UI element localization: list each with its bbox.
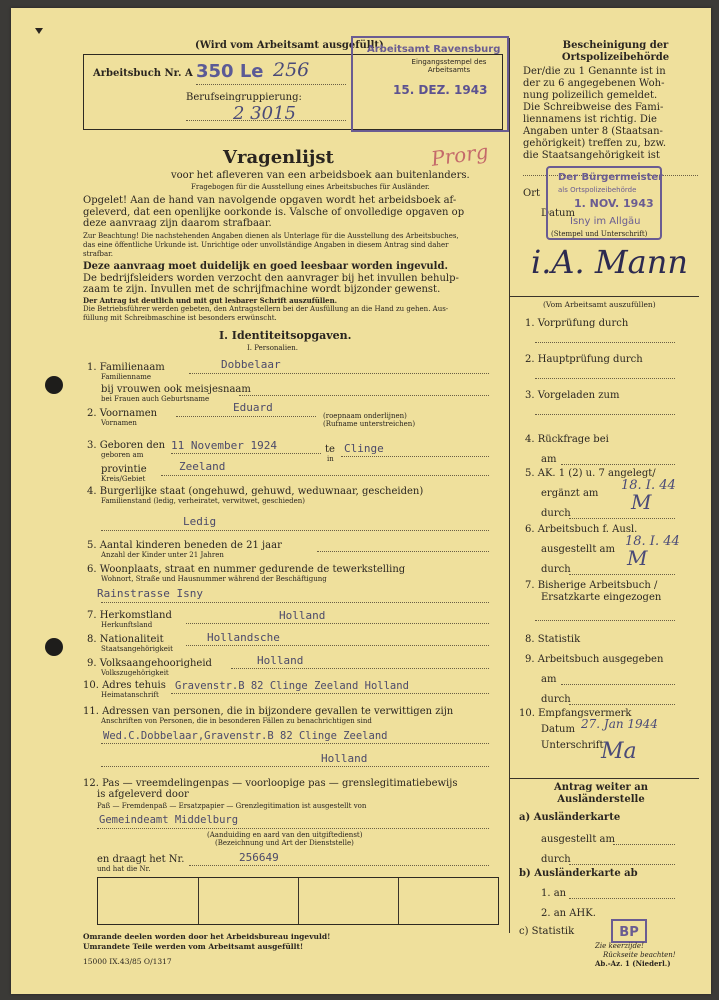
right-header: (Vom Arbeitsamt auszufüllen) [543, 300, 656, 309]
antrag-c: c) Statistik [519, 926, 575, 937]
police-stamp [546, 166, 662, 240]
right-3: 3. Vorgeladen zum [525, 390, 620, 401]
form-title: Vragenlijst [223, 147, 334, 168]
field-1-value: Dobbelaar [221, 358, 281, 371]
field-4-value: Ledig [183, 515, 217, 528]
column-divider [509, 38, 510, 933]
field-2-note: (roepnaam onderlijnen) [323, 412, 407, 420]
eingang-stamp-label: Eingangsstempel des Arbeitsamts [411, 58, 487, 74]
field-3-te-de: in [327, 455, 334, 463]
field-4-de: Familienstand (ledig, verheiratet, verwitwet, geschieden) [101, 497, 305, 505]
right-6: 6. Arbeitsbuch f. Ausl. [525, 524, 638, 535]
field-2-note-de: (Rufname unterstreichen) [323, 420, 416, 428]
field-6-value: Rainstrasse Isny [97, 587, 203, 600]
field-1b-label: bij vrouwen ook meisjesnaam [101, 384, 251, 395]
field-9-label: 9. Volksaangehoorigheid [87, 658, 212, 669]
field-9-value: Holland [257, 654, 304, 667]
right-9c: durch [541, 694, 571, 705]
field-7-label: 7. Herkomstland [87, 610, 172, 621]
field-8-value: Hollandsche [207, 631, 280, 644]
police-text: Der/die zu 1 Genannte ist in der zu 6 angegebenen Woh- nung polizeilich gemeldet. Die Schreibweise des Fami- liennamens ist richtig. Die Angaben unter 8 (Staatsan- gehörigkeit) treffen zu, bzw. die Staatsangehörigkeit ist [523, 66, 667, 161]
right-4: 4. Rückfrage bei [525, 434, 609, 445]
field-12-label-2: is afgeleverd door [97, 789, 189, 800]
field-11-label: 11. Adressen van personen, die in bijzondere gevallen te verwittigen zijn [83, 706, 454, 717]
police-siegel-label: (Stempel und Unterschrift) [551, 230, 648, 238]
right-6b-value: 18. I. 44 [625, 534, 680, 549]
field-9-de: Volkszugehörigkeit [101, 669, 169, 677]
field-12b-de: und hat die Nr. [97, 865, 151, 873]
field-12b-value: 256649 [239, 851, 279, 864]
form-code: Ab.-Az. 1 (Niederl.) [595, 959, 671, 968]
footer-line-2: Umrandete Teile werden vom Arbeitsamt ausgefüllt! [83, 942, 304, 951]
right-10: 10. Empfangsvermerk [519, 708, 632, 719]
field-8-label: 8. Nationaliteit [87, 634, 164, 645]
field-3-de: geboren am [101, 451, 144, 459]
field-7-de: Herkunftsland [101, 621, 153, 629]
field-12-note-de: (Bezeichnung und Art der Dienststelle) [215, 839, 354, 847]
rueckseite: Rückseite beachten! [603, 951, 676, 959]
right-7b: Ersatzkarte eingezogen [541, 592, 662, 603]
right-5b-value: 18. I. 44 [621, 478, 676, 493]
right-6b: ausgestellt am [541, 544, 615, 555]
antrag-a: a) Ausländerkarte [519, 812, 621, 823]
right-7: 7. Bisherige Arbeitsbuch / [525, 580, 658, 591]
field-3b-de: Kreis/Gebiet [101, 475, 146, 483]
bp-stamp: BP [611, 919, 647, 943]
eingang-stamp-office: Arbeitsamt Ravensburg [367, 44, 501, 55]
right-9b: am [541, 674, 557, 685]
field-3-place: Clinge [344, 442, 384, 455]
field-2-value: Eduard [233, 401, 273, 414]
field-12-de: Paß — Fremdenpaß — Ersatzpapier — Grenzlegitimation ist ausgestellt von [97, 802, 367, 810]
form-subtitle-de: Fragebogen für die Ausstellung eines Arbeitsbuches für Ausländer. [191, 183, 430, 191]
field-3b-label: provintie [101, 464, 147, 475]
form-subtitle: voor het afleveren van een arbeidsboek aan buitenlanders. [171, 170, 470, 181]
zie-keerzijde: Zie keerzijde! [595, 942, 644, 950]
right-6c: durch [541, 564, 571, 575]
right-10c: Unterschrift [541, 740, 604, 751]
arbeitsbuch-label: Arbeitsbuch Nr. A [93, 68, 193, 79]
section-title: I. Identiteitsopgaven. [219, 329, 352, 342]
field-6-label: 6. Woonplaats, straat en nummer gedurende de tewerkstelling [87, 564, 406, 575]
section-subtitle: I. Personalien. [247, 344, 298, 352]
warning-beachtung: Zur Beachtung! Die nachstehenden Angaben dienen als Unterlage für die Ausstellung des Arbeitsbuches, das eine öffentliche Urkunde ist. Unrichtige oder unvollständige Angaben in diesem Antrag sind daher strafbar. [83, 232, 459, 258]
antrag-a3: durch [541, 854, 571, 865]
right-5: 5. AK. 1 (2) u. 7 angelegt/ [525, 468, 656, 479]
punch-hole-bottom [45, 638, 63, 656]
field-12-value: Gemeindeamt Middelburg [99, 814, 239, 826]
right-10b-value: 27. Jan 1944 [581, 717, 658, 731]
right-9: 9. Arbeitsbuch ausgegeben [525, 654, 664, 665]
field-3-label: 3. Geboren den [87, 440, 166, 451]
right-5c: durch [541, 508, 571, 519]
police-stamp-sub: als Ortspolizeibehörde [558, 186, 637, 194]
field-4-label: 4. Burgerlijke staat (ongehuwd, gehuwd, weduwnaar, gescheiden) [87, 486, 424, 497]
footer-line-1: Omrande deelen worden door het Arbeidsbureau ingevuld! [83, 932, 331, 941]
field-3-te: te [325, 444, 335, 455]
field-1-de: Familienname [101, 373, 152, 381]
right-1: 1. Vorprüfung durch [525, 318, 629, 329]
office-grid [97, 877, 499, 925]
right-4b: am [541, 454, 557, 465]
antrag-b2: 2. an AHK. [541, 908, 596, 919]
police-title: Bescheinigung der Ortspolizeibehörde [561, 40, 670, 63]
arbeitsbuch-number-handwritten: 256 [273, 59, 310, 81]
right-6c-signature: M [627, 546, 648, 570]
arbeitsbuch-number: 350 Le [196, 61, 264, 82]
berufsgruppe-label: Berufseingruppierung: [186, 92, 302, 103]
police-signature: i.A. Mann [531, 243, 688, 281]
right-8: 8. Statistik [525, 634, 581, 645]
antrag-a2: ausgestellt am [541, 834, 615, 845]
right-5b: ergänzt am [541, 488, 599, 499]
warning-antrag: Der Antrag ist deutlich und mit gut lesbarer Schrift auszufüllen. Die Betriebsführer werden gebeten, den Antragstellern bei der Ausfüllung an die Hand zu gehen. Aus- füllung mit Schreibmaschine ist besonders erwünscht. [83, 296, 449, 322]
field-12-note: (Aanduiding en aard van den uitgiftedienst) [207, 831, 363, 839]
footer-line-3: 15000 IX.43/85 O/1317 [83, 957, 172, 966]
right-10c-signature: Ma [601, 739, 637, 764]
antrag-b1: 1. an [541, 888, 567, 899]
field-11-value-2: Holland [321, 752, 368, 765]
red-pencil-mark: Prorg [429, 139, 490, 171]
field-1-label: 1. Familienaam [87, 362, 165, 373]
field-10-label: 10. Adres tehuis [83, 680, 166, 691]
field-6-de: Wohnort, Straße und Hausnummer während der Beschäftigung [101, 575, 327, 583]
right-2: 2. Hauptprüfung durch [525, 354, 643, 365]
field-1b-de: bei Frauen auch Geburtsname [101, 395, 210, 403]
police-datum-label: Datum [541, 208, 575, 219]
document-page [11, 8, 711, 994]
berufsgruppe-value: 2 3015 [233, 103, 296, 124]
arbeitsamt-note: (Wird vom Arbeitsamt ausgefüllt) [195, 40, 384, 51]
field-8-de: Staatsangehörigkeit [101, 645, 173, 653]
right-10b: Datum [541, 724, 575, 735]
police-stamp-date: 1. NOV. 1943 [574, 197, 654, 210]
field-11-value: Wed.C.Dobbelaar,Gravenstr.B 82 Clinge Zeeland [103, 730, 388, 742]
antrag-b: b) Ausländerkarte ab [519, 868, 638, 879]
police-ort-label: Ort [523, 188, 540, 199]
field-10-value: Gravenstr.B 82 Clinge Zeeland Holland [175, 680, 409, 692]
field-2-label: 2. Voornamen [87, 408, 158, 419]
corner-triangle-icon [35, 28, 43, 34]
punch-hole-top [45, 376, 63, 394]
field-12-label: 12. Pas — vreemdelingenpas — voorloopige pas — grenslegitimatiebewijs [83, 778, 458, 789]
field-7-value: Holland [279, 609, 326, 622]
police-stamp-title: Der Bürgermeister [558, 172, 664, 183]
field-11-de: Anschriften von Personen, die in besonderen Fällen zu benachrichtigen sind [101, 717, 372, 725]
warning-ingevuld: Deze aanvraag moet duidelijk en goed leesbaar worden ingevuld. De bedrijfsleiders worden verzocht den aanvrager bij het invullen behulp- zaam te zijn. Invullen met de schrijfmachine wordt bijzonder gewenst. [83, 261, 459, 295]
field-2-de: Vornamen [101, 419, 137, 427]
field-5-de: Anzahl der Kinder unter 21 Jahren [101, 551, 224, 559]
police-stamp-place: Isny im Allgäu [570, 216, 641, 227]
warning-opgelet: Opgelet! Aan de hand van navolgende opgaven wordt het arbeidsboek af- geleverd, dat een openlijke oorkonde is. Valsche of onvolledige opgaven op deze aanvraag zijn daarom strafbaar. [83, 195, 465, 229]
antrag-title: Antrag weiter an Ausländerstelle [553, 782, 649, 805]
field-3b-value: Zeeland [179, 460, 226, 473]
field-10-de: Heimatanschrift [101, 691, 159, 699]
field-5-label: 5. Aantal kinderen beneden de 21 jaar [87, 540, 282, 551]
eingang-stamp-date: 15. DEZ. 1943 [393, 83, 488, 97]
right-column-rule [509, 296, 699, 297]
field-12b-label: en draagt het Nr. [97, 854, 185, 865]
right-5c-signature: M [631, 490, 652, 514]
field-3-value: 11 November 1924 [171, 439, 277, 452]
